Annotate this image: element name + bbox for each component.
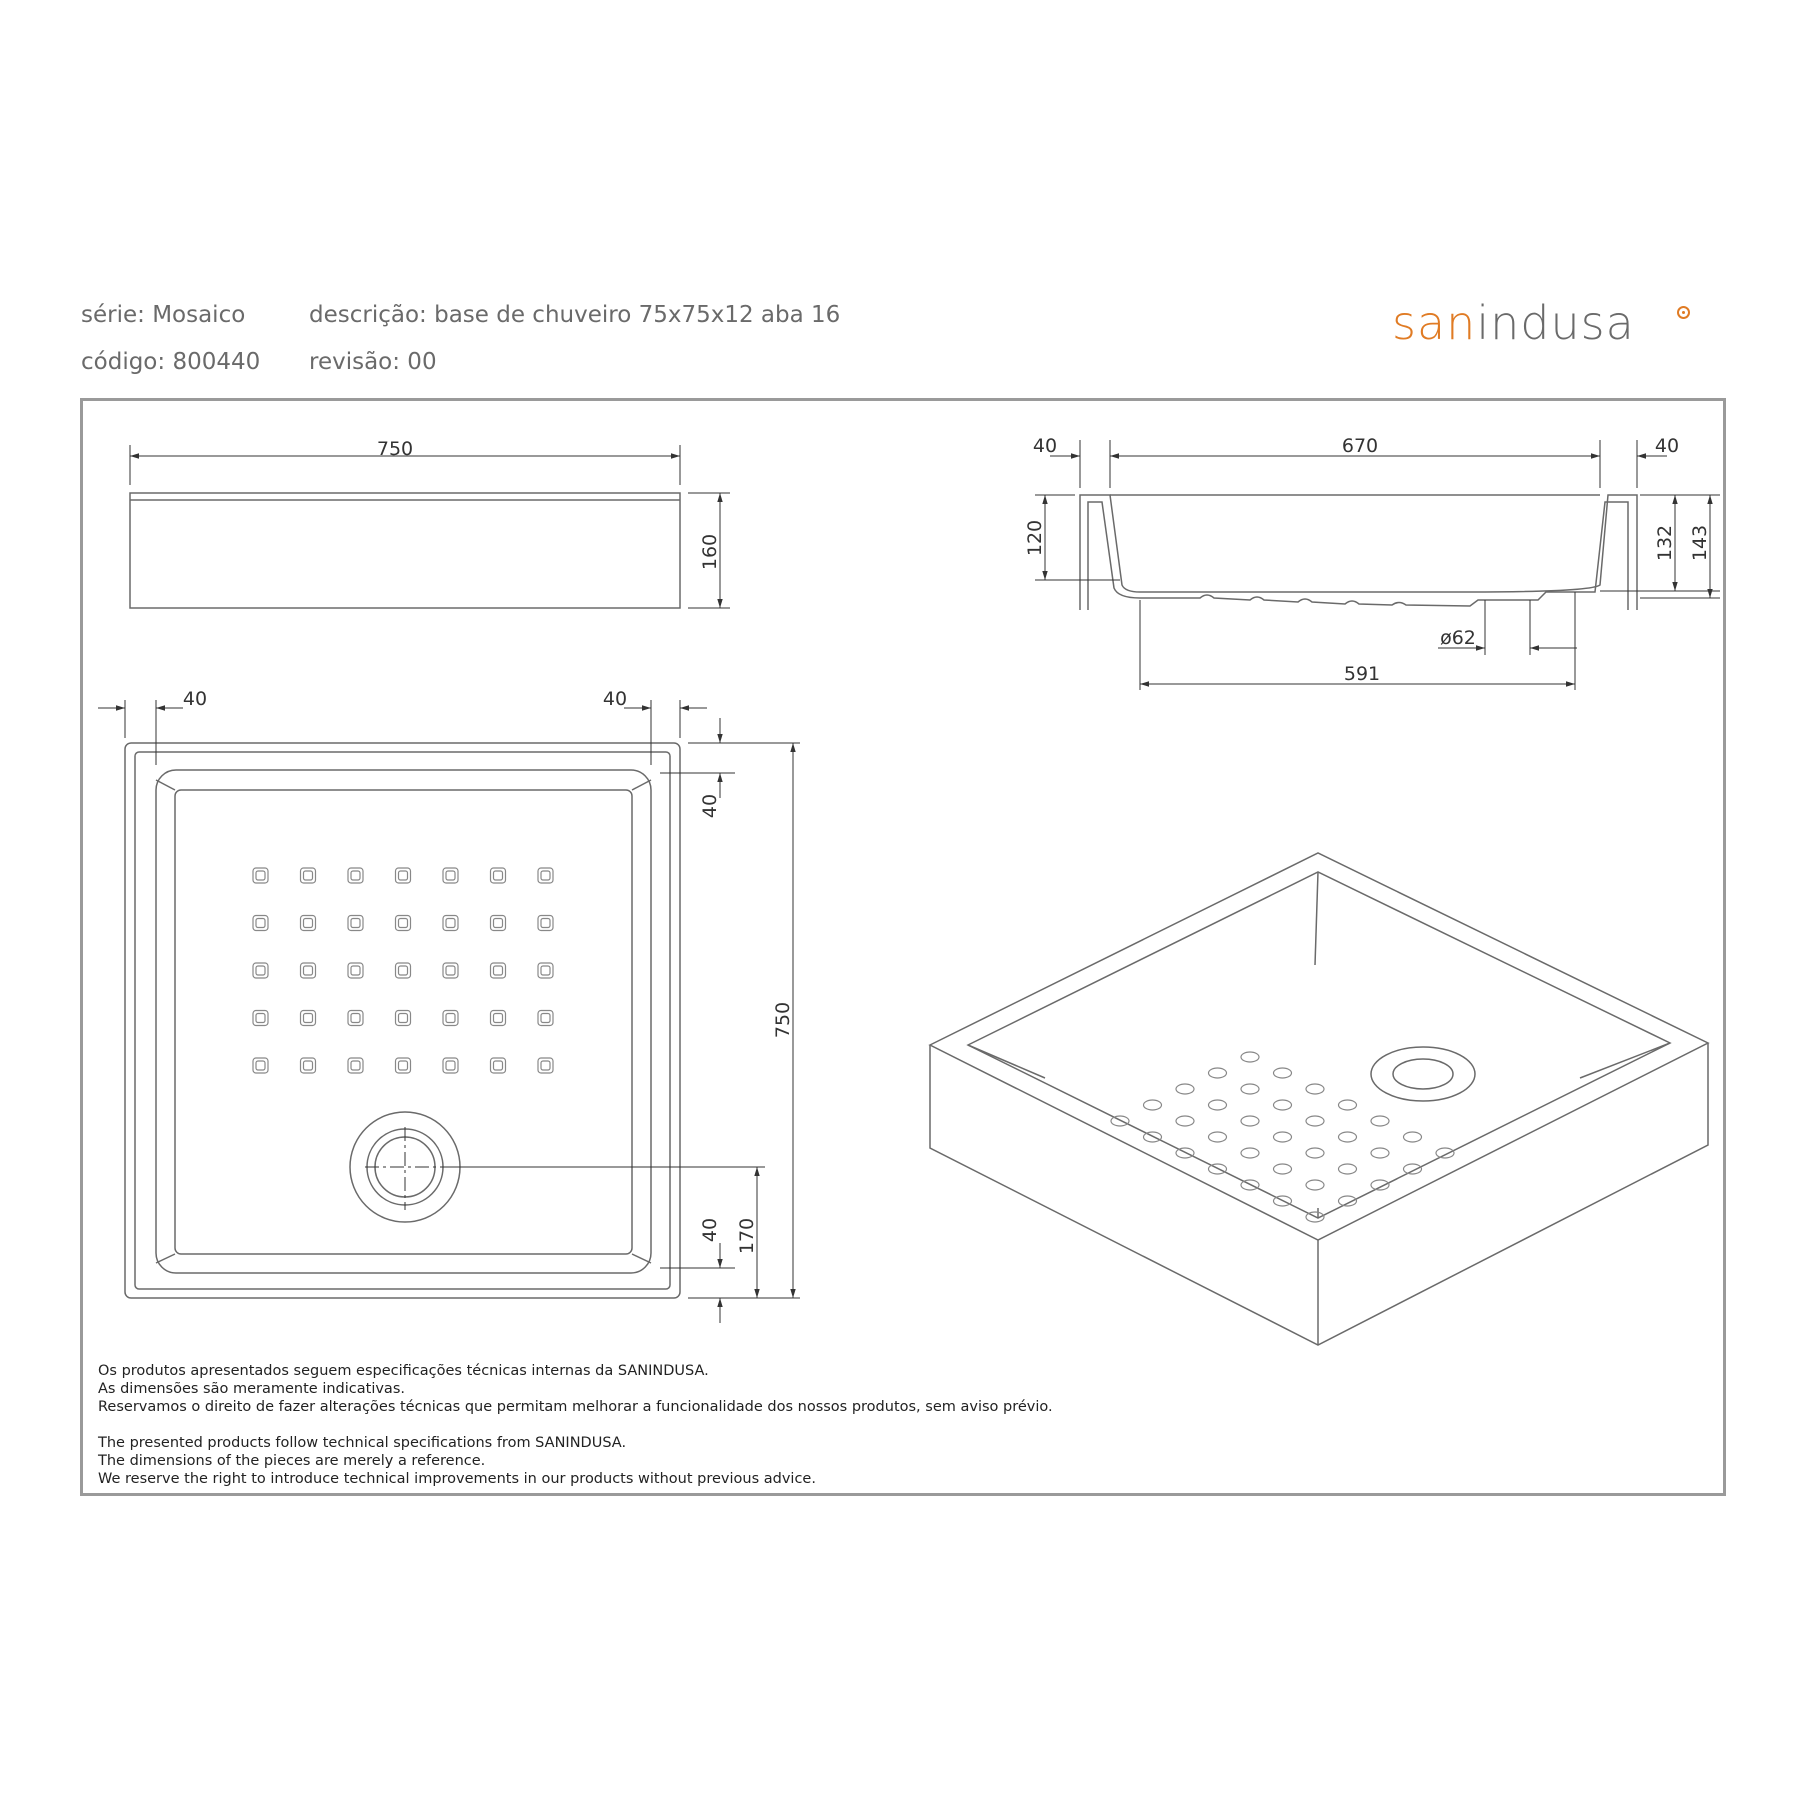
note-en-2: The dimensions of the pieces are merely a reference. (98, 1453, 486, 1469)
iso-drain-hole (1306, 1180, 1324, 1190)
descricao-label: descrição: base de chuveiro 75x75x12 aba 16 (309, 302, 841, 328)
iso-drain-hole (1274, 1068, 1292, 1078)
drain-hole-inner (351, 1061, 360, 1070)
iso-drain-hole (1144, 1100, 1162, 1110)
note-en-1: The presented products follow technical specifications from SANINDUSA. (98, 1435, 627, 1451)
iso-drain-hole (1306, 1084, 1324, 1094)
drain-hole (443, 963, 458, 978)
iso-drain-hole (1241, 1084, 1259, 1094)
side-section-inner (1088, 502, 1628, 610)
drain-hole-inner (256, 919, 265, 928)
isometric-view (930, 853, 1708, 1345)
iso-drain-hole (1209, 1068, 1227, 1078)
iso-drain-hole (1371, 1148, 1389, 1158)
dim-side-left-lip: 40 (1032, 435, 1058, 457)
dim-drain-diameter: ø62 (1440, 627, 1476, 649)
iso-drain-hole (1339, 1100, 1357, 1110)
drain-hole (443, 1058, 458, 1073)
drain-hole (396, 963, 411, 978)
iso-drain-hole (1306, 1148, 1324, 1158)
iso-drain-hole (1209, 1132, 1227, 1142)
iso-drain-hole (1436, 1148, 1454, 1158)
drain-hole (396, 868, 411, 883)
dim-top-right-lip: 40 (602, 688, 628, 710)
dim-drain-offset: 170 (736, 1217, 758, 1255)
dim-side-depth-132: 132 (1654, 524, 1676, 562)
drain-hole-inner (399, 1014, 408, 1023)
drain-hole (348, 1058, 363, 1073)
drain-hole (443, 916, 458, 931)
drain-hole (538, 1058, 553, 1073)
drain-hole (253, 1011, 268, 1026)
drain-hole-inner (541, 1014, 550, 1023)
drain-hole-inner (399, 1061, 408, 1070)
note-pt-1: Os produtos apresentados seguem especificações técnicas internas da SANINDUSA. (98, 1363, 709, 1379)
drain-hole (396, 1011, 411, 1026)
iso-drain-hole (1176, 1084, 1194, 1094)
drain-hole (491, 1011, 506, 1026)
iso-drain-hole (1274, 1132, 1292, 1142)
drain-hole-inner (256, 966, 265, 975)
top-view (125, 743, 680, 1298)
drain-hole (443, 1011, 458, 1026)
drain-hole (348, 916, 363, 931)
drain-hole-inner (399, 919, 408, 928)
front-view (130, 493, 680, 608)
drain-hole (253, 1058, 268, 1073)
drain-hole-inner (494, 919, 503, 928)
dim-side-right-lip: 40 (1654, 435, 1680, 457)
iso-drain-outer (1371, 1047, 1475, 1101)
dim-top-lip-bottom: 40 (699, 1217, 721, 1243)
drain-hole (253, 963, 268, 978)
iso-drain-hole (1371, 1180, 1389, 1190)
drain-hole (348, 868, 363, 883)
drain-hole-inner (541, 871, 550, 880)
drain-hole (538, 868, 553, 883)
dim-side-bottom-width: 591 (1343, 663, 1381, 685)
side-section (1080, 495, 1637, 610)
iso-drain-hole (1371, 1116, 1389, 1126)
drain-hole-inner (304, 1061, 313, 1070)
drain-hole-inner (256, 871, 265, 880)
drain-hole (491, 916, 506, 931)
front-view-dims (130, 445, 730, 608)
drain-hole-inner (446, 966, 455, 975)
iso-drain-hole (1241, 1148, 1259, 1158)
drain-hole (443, 868, 458, 883)
drain-hole-inner (304, 966, 313, 975)
drain-hole (491, 1058, 506, 1073)
drain-hole-inner (399, 966, 408, 975)
dim-top-left-lip: 40 (182, 688, 208, 710)
drain-hole-inner (541, 919, 550, 928)
iso-inner-rim (968, 872, 1670, 1218)
drain-hole-grid (253, 868, 553, 1073)
iso-drain-hole (1209, 1100, 1227, 1110)
codigo-label: código: 800440 (81, 349, 261, 375)
drain-hole (348, 1011, 363, 1026)
dim-side-inner-width: 670 (1341, 435, 1379, 457)
drain-hole (538, 963, 553, 978)
top-view-outer-rim (125, 743, 680, 1298)
iso-drain-hole (1404, 1164, 1422, 1174)
drain-hole (491, 963, 506, 978)
iso-top-rim (930, 853, 1708, 1240)
drain-hole (301, 868, 316, 883)
iso-drain-inner (1393, 1059, 1453, 1089)
dim-top-overall-height: 750 (772, 1001, 794, 1039)
drain-hole-inner (541, 1061, 550, 1070)
drain-hole (301, 1058, 316, 1073)
drain-hole-inner (256, 1061, 265, 1070)
drain-hole (301, 963, 316, 978)
dim-side-depth-143: 143 (1689, 524, 1711, 562)
drain-hole-inner (256, 1014, 265, 1023)
drain-hole-inner (446, 1061, 455, 1070)
note-en-3: We reserve the right to introduce technical improvements in our products without previous advice. (98, 1471, 816, 1487)
iso-drain-hole (1404, 1132, 1422, 1142)
drain-hole-inner (351, 919, 360, 928)
drain-hole-inner (304, 1014, 313, 1023)
drain-hole-inner (446, 919, 455, 928)
drain-hole-inner (494, 871, 503, 880)
drain-hole (491, 868, 506, 883)
drain-hole-inner (494, 1014, 503, 1023)
iso-drain-hole (1339, 1132, 1357, 1142)
iso-drain-hole (1339, 1164, 1357, 1174)
side-section-dims (1035, 440, 1720, 690)
drain-hole (301, 1011, 316, 1026)
drain-hole-inner (494, 966, 503, 975)
drain-hole-inner (541, 966, 550, 975)
iso-drain-hole (1176, 1116, 1194, 1126)
drain-hole-inner (446, 1014, 455, 1023)
drain-hole (396, 916, 411, 931)
drain-hole (396, 1058, 411, 1073)
drain-hole (538, 916, 553, 931)
dim-front-height: 160 (699, 533, 721, 571)
drain-hole-inner (351, 966, 360, 975)
logo-part-san: san (1392, 296, 1477, 350)
iso-drain-hole (1274, 1164, 1292, 1174)
iso-drain-hole (1274, 1100, 1292, 1110)
dim-front-width: 750 (376, 438, 414, 460)
drain-hole-inner (494, 1061, 503, 1070)
logo-part-indusa: indusa (1476, 296, 1635, 350)
iso-outer-walls (930, 1043, 1708, 1345)
drain-hole (301, 916, 316, 931)
dim-top-lip-top: 40 (699, 793, 721, 819)
iso-drain-hole (1241, 1116, 1259, 1126)
drain-hole (253, 868, 268, 883)
iso-drain-hole (1111, 1116, 1129, 1126)
drain-hole-inner (351, 871, 360, 880)
iso-drain-hole (1306, 1116, 1324, 1126)
drain-hole (538, 1011, 553, 1026)
top-view-dims (98, 700, 800, 1323)
iso-drain-hole (1241, 1052, 1259, 1062)
drain-hole-inner (399, 871, 408, 880)
note-pt-2: As dimensões são meramente indicativas. (98, 1381, 405, 1397)
dim-side-depth-120: 120 (1024, 519, 1046, 557)
drain-hole (348, 963, 363, 978)
serie-label: série: Mosaico (81, 302, 246, 328)
drain-hole-inner (446, 871, 455, 880)
front-view-body (130, 493, 680, 608)
note-pt-3: Reservamos o direito de fazer alterações técnicas que permitam melhorar a funcionalidade dos nossos produtos, sem aviso prévio. (98, 1399, 1053, 1415)
revisao-label: revisão: 00 (309, 349, 437, 375)
drain-hole-inner (304, 919, 313, 928)
drain-hole-inner (304, 871, 313, 880)
drain-hole (253, 916, 268, 931)
drain-hole-inner (351, 1014, 360, 1023)
